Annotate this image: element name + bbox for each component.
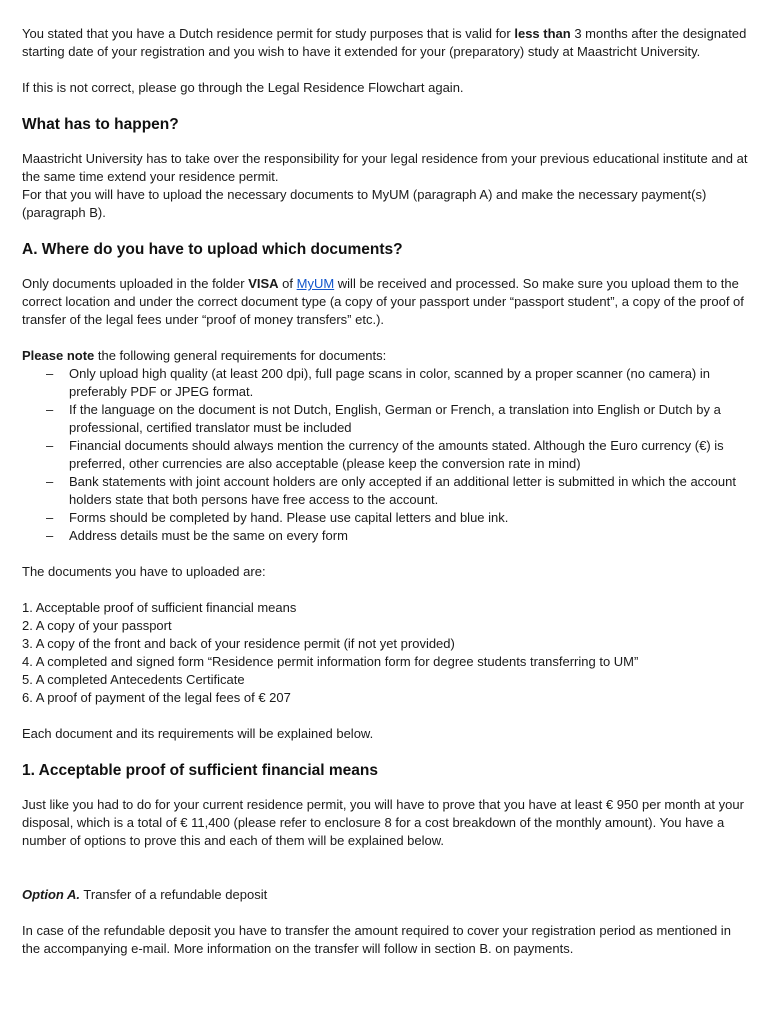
requirement-item: – Only upload high quality (at least 200 dpi), full page scans in color, scanned by a proper scanner (no camera) in preferably PDF or JPEG format. [22,365,750,401]
what-happens-paragraph-2: For that you will have to upload the necessary documents to MyUM (paragraph A) and make the necessary payment(s) (paragraph B). [22,187,707,220]
requirement-item: – If the language on the document is not Dutch, English, German or French, a translation into English or Dutch by a professional, certified translator must be included [22,401,750,437]
document-item: 3. A copy of the front and back of your residence permit (if not yet provided) [22,636,455,651]
requirement-item: – Bank statements with joint account holders are only accepted if an additional letter is submitted in which the account holders state that both persons have free access to the account. [22,473,750,509]
requirement-item: – Financial documents should always mention the currency of the amounts stated. Although the Euro currency (€) is preferred, other currencies are also acceptable (please keep the conversion rate in mind) [22,437,750,473]
requirement-item: – Forms should be completed by hand. Please use capital letters and blue ink. [22,509,750,527]
financial-means-paragraph: Just like you had to do for your current residence permit, you will have to prove that you have at least € 950 per month at your disposal, which is a total of € 11,400 (please refer to enclosure 8 for a cost breakdown of the monthly amount). You have a number of options to prove this and each of them will be explained below. [22,797,744,848]
document-item: 4. A completed and signed form “Residence permit information form for degree students transferring to UM” [22,654,639,669]
flowchart-note: If this is not correct, please go through the Legal Residence Flowchart again. [22,80,464,95]
document-item: 6. A proof of payment of the legal fees of € 207 [22,690,291,705]
section-1-heading: 1. Acceptable proof of sufficient financial means [22,762,379,779]
option-a-line: Option A. Transfer of a refundable deposit [22,887,268,902]
section-a-paragraph: Only documents uploaded in the folder VISA of MyUM will be received and processed. So make sure you upload them to the correct location and under the correct document type (a copy of your passport under “passport student”, a copy of the proof of transfer of the legal fees under “proof of money transfers” etc.). [22,276,744,327]
section-a-heading: A. Where do you have to upload which documents? [22,241,403,258]
documents-outro: Each document and its requirements will be explained below. [22,726,374,741]
deposit-paragraph: In case of the refundable deposit you have to transfer the amount required to cover your registration period as mentioned in the accompanying e-mail. More information on the transfer will follow in section B. on payments. [22,923,731,956]
requirement-item: – Address details must be the same on every form [22,527,750,545]
document-item: 1. Acceptable proof of sufficient financial means [22,600,297,615]
requirements-list [22,365,750,545]
document-item: 2. A copy of your passport [22,618,172,633]
what-happens-heading: What has to happen? [22,116,179,133]
documents-list [22,599,750,707]
what-happens-paragraph: Maastricht University has to take over the responsibility for your legal residence from your previous educational institute and at the same time extend your residence permit. [22,151,748,184]
requirements-intro: Please note the following general requirements for documents: [22,348,387,363]
document-item: 5. A completed Antecedents Certificate [22,672,245,687]
intro-paragraph: You stated that you have a Dutch residence permit for study purposes that is valid for less than 3 months after the designated starting date of your registration and you wish to have it extended for your (preparatory) study at Maastricht University. [22,26,747,59]
documents-intro: The documents you have to uploaded are: [22,564,266,579]
myum-link[interactable]: MyUM [296,276,335,291]
